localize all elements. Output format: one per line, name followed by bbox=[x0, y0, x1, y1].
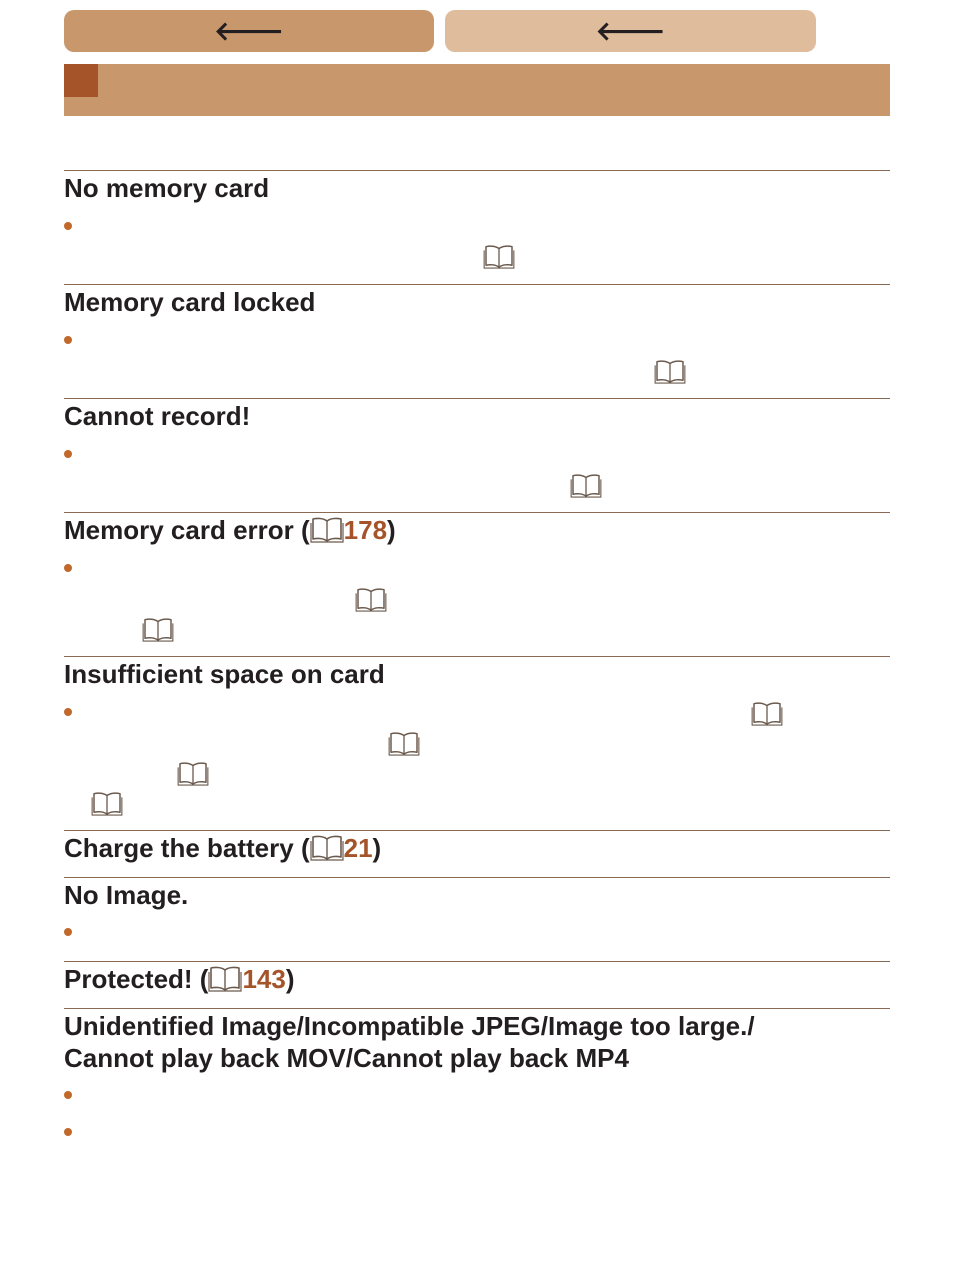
heading-text-close: ) bbox=[372, 833, 382, 863]
book-page-reference-icon[interactable] bbox=[355, 586, 387, 612]
book-page-reference-icon[interactable] bbox=[751, 700, 783, 726]
section-heading-charge-battery bbox=[64, 832, 381, 864]
book-page-reference-icon bbox=[310, 515, 344, 543]
section-heading-memory-card-error bbox=[64, 514, 396, 546]
page-reference-link[interactable]: 21 bbox=[343, 833, 373, 863]
bullet-dot bbox=[64, 928, 72, 936]
section-heading-unidentified-image-line2: Cannot play back MOV/Cannot play back MP4 bbox=[64, 1043, 629, 1073]
section-marker bbox=[64, 64, 98, 97]
bullet-dot bbox=[64, 1128, 72, 1136]
divider bbox=[64, 830, 890, 831]
section-heading-insufficient-space: Insufficient space on card bbox=[64, 659, 385, 689]
arrow-left-icon: 🡐 bbox=[214, 16, 284, 46]
heading-text: Protected! ( bbox=[64, 964, 209, 994]
section-heading-memory-card-locked: Memory card locked bbox=[64, 287, 316, 317]
section-title-bar bbox=[64, 64, 890, 116]
divider bbox=[64, 512, 890, 513]
bullet-dot bbox=[64, 1091, 72, 1099]
divider bbox=[64, 1008, 890, 1009]
section-heading-unidentified-image: Unidentified Image/Incompatible JPEG/Image too large./ bbox=[64, 1011, 755, 1041]
book-page-reference-icon[interactable] bbox=[654, 358, 686, 384]
page-reference-link[interactable]: 178 bbox=[343, 515, 388, 545]
book-page-reference-icon[interactable] bbox=[177, 760, 209, 786]
divider bbox=[64, 284, 890, 285]
book-page-reference-icon[interactable] bbox=[388, 730, 420, 756]
bullet-dot bbox=[64, 564, 72, 572]
book-page-reference-icon[interactable] bbox=[483, 243, 515, 269]
bullet-dot bbox=[64, 222, 72, 230]
book-page-reference-icon[interactable] bbox=[142, 616, 174, 642]
bullet-dot bbox=[64, 450, 72, 458]
book-page-reference-icon bbox=[208, 964, 242, 992]
page-reference-link[interactable]: 143 bbox=[242, 964, 286, 994]
back-button[interactable] bbox=[445, 10, 816, 52]
section-heading-no-memory-card: No memory card bbox=[64, 173, 270, 203]
bullet-dot bbox=[64, 336, 72, 344]
divider bbox=[64, 877, 890, 878]
book-page-reference-icon[interactable] bbox=[570, 472, 602, 498]
book-page-reference-icon bbox=[310, 833, 344, 861]
section-heading-no-image: No Image. bbox=[64, 880, 189, 910]
section-heading-cannot-record: Cannot record! bbox=[64, 401, 251, 431]
divider bbox=[64, 398, 890, 399]
book-page-reference-icon[interactable] bbox=[91, 790, 123, 816]
divider bbox=[64, 656, 890, 657]
heading-text: Memory card error ( bbox=[64, 515, 310, 545]
heading-text-close: ) bbox=[387, 515, 396, 545]
previous-page-button[interactable] bbox=[64, 10, 434, 52]
arrow-left-icon: 🡐 bbox=[595, 16, 666, 46]
bullet-dot bbox=[64, 708, 72, 716]
divider bbox=[64, 961, 890, 962]
heading-text-close: ) bbox=[285, 964, 295, 994]
section-heading-protected bbox=[64, 963, 295, 995]
heading-text: Charge the battery ( bbox=[64, 833, 310, 863]
divider bbox=[64, 170, 890, 171]
